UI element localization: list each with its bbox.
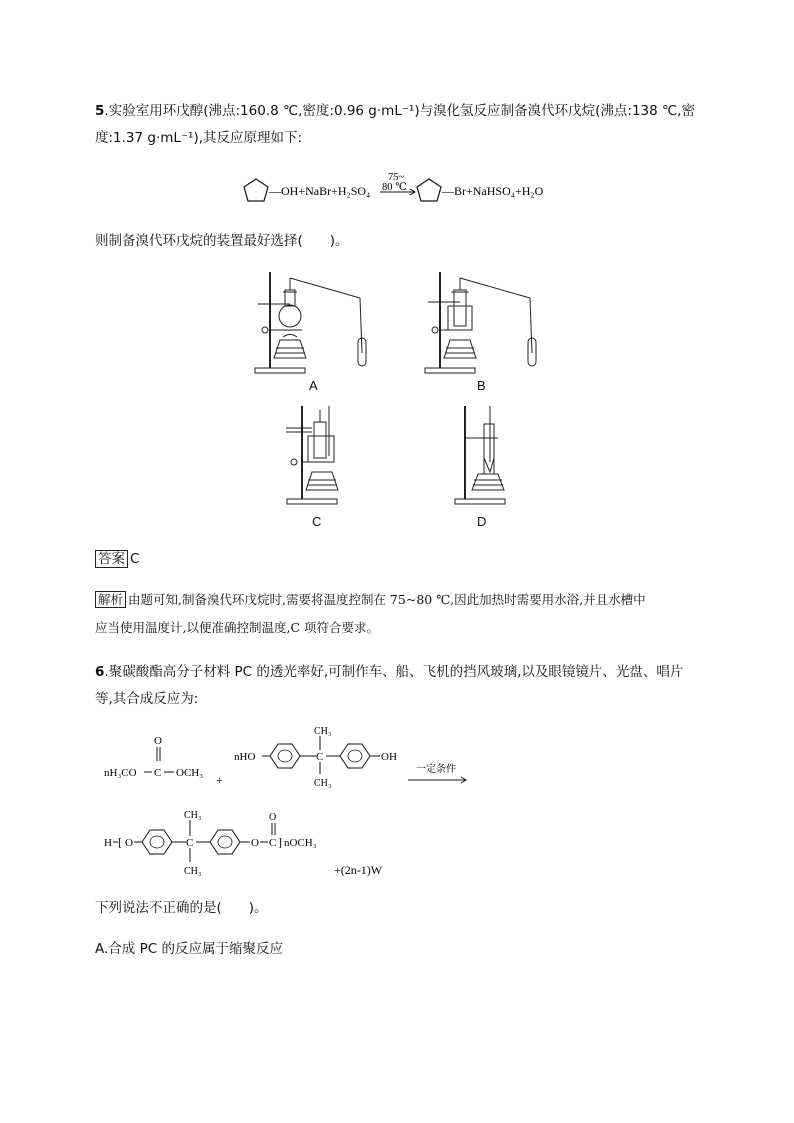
r1-prefix: nH₃CO bbox=[104, 767, 137, 779]
q5-explain-line2: 应当使用温度计,以便准确控制温度,C 项符合要求。 bbox=[95, 620, 379, 635]
cyclopentane-ring-right bbox=[417, 179, 441, 201]
benzene-ring-2 bbox=[340, 744, 370, 768]
p-c2: C bbox=[269, 837, 277, 849]
option-b-label: B bbox=[477, 378, 486, 393]
option-d-label: D bbox=[477, 514, 487, 529]
bracket-right: ] bbox=[278, 835, 282, 849]
q6-line1: 6.聚碳酸酯高分子材料 PC 的透光率好,可制作车、船、飞机的挡风玻璃,以及眼镜镜片、光盘、唱片 bbox=[95, 664, 684, 680]
q6-reactants bbox=[100, 720, 480, 800]
reaction-left-text: —OH+NaBr+H₂SO₄ bbox=[269, 184, 371, 198]
reaction-cond-top: 75~ bbox=[388, 172, 405, 183]
benzene-ring-4 bbox=[210, 830, 240, 854]
r1-suffix: OCH₃ bbox=[176, 767, 204, 779]
p-o1: O bbox=[125, 837, 133, 849]
benzene-ring-3 bbox=[142, 830, 172, 854]
q5-number: 5 bbox=[95, 103, 105, 119]
apparatus-c bbox=[282, 402, 362, 510]
plus-sign: + bbox=[216, 773, 223, 787]
apparatus-b bbox=[420, 268, 550, 378]
option-a-label: A bbox=[309, 378, 318, 393]
r2-prefix: nHO bbox=[234, 751, 256, 763]
q5-line1: 5.实验室用环戊醇(沸点:160.8 ℃,密度:0.96 g·mL⁻¹)与溴化氢反应制备溴代环戊烷(沸点:138 ℃,密 bbox=[95, 103, 695, 119]
q5-reaction bbox=[240, 168, 560, 208]
p-n-och3: nOCH₃ bbox=[284, 837, 317, 849]
r1-o: O bbox=[154, 735, 162, 747]
p-h: H bbox=[104, 837, 112, 849]
p-carbonyl-o: O bbox=[269, 812, 277, 823]
q6-number: 6 bbox=[95, 664, 105, 680]
q5-answer bbox=[95, 549, 139, 569]
q5-line2: 度:1.37 g·mL⁻¹),其反应原理如下: bbox=[95, 130, 303, 146]
p-ch3-top: CH₃ bbox=[184, 810, 202, 821]
answer-badge: 答案 bbox=[95, 550, 128, 568]
p-ch3-bottom: CH₃ bbox=[184, 866, 202, 877]
reaction-right-text: —Br+NaHSO₄+H₂O bbox=[442, 184, 544, 198]
cyclopentane-ring-left bbox=[244, 179, 268, 201]
benzene-ring-1 bbox=[270, 744, 300, 768]
q5-explain-line1: 解析 由题可知,制备溴代环戊烷时,需要将温度控制在 75~80 ℃,因此加热时需要用水浴,并且水槽中 bbox=[95, 590, 646, 610]
q6-line2: 等,其合成反应为: bbox=[95, 691, 199, 707]
q5-prompt: 则制备溴代环戊烷的装置最好选择( )。 bbox=[95, 233, 349, 249]
r2-suffix: OH bbox=[381, 751, 397, 763]
r2-ch3-top: CH₃ bbox=[314, 726, 332, 737]
r1-c: C bbox=[154, 767, 162, 779]
apparatus-a bbox=[250, 268, 380, 378]
bracket-left: [ bbox=[118, 835, 122, 849]
apparatus-d bbox=[450, 402, 530, 510]
r2-ch3-bottom: CH₃ bbox=[314, 778, 332, 789]
answer-value: C bbox=[130, 551, 140, 567]
reaction-cond-bottom: 80 ℃ bbox=[382, 182, 407, 193]
r2-c: C bbox=[316, 751, 324, 763]
q6-prompt: 下列说法不正确的是( )。 bbox=[95, 900, 268, 916]
byproduct: +(2n-1)W bbox=[334, 863, 383, 877]
p-o2: O bbox=[251, 837, 259, 849]
p-c: C bbox=[186, 837, 194, 849]
explain-badge: 解析 bbox=[95, 591, 126, 608]
option-c-label: C bbox=[312, 514, 322, 529]
condition-text: 一定条件 bbox=[416, 764, 456, 775]
q6-product bbox=[100, 806, 420, 882]
q6-option-a: A.合成 PC 的反应属于缩聚反应 bbox=[95, 941, 283, 957]
